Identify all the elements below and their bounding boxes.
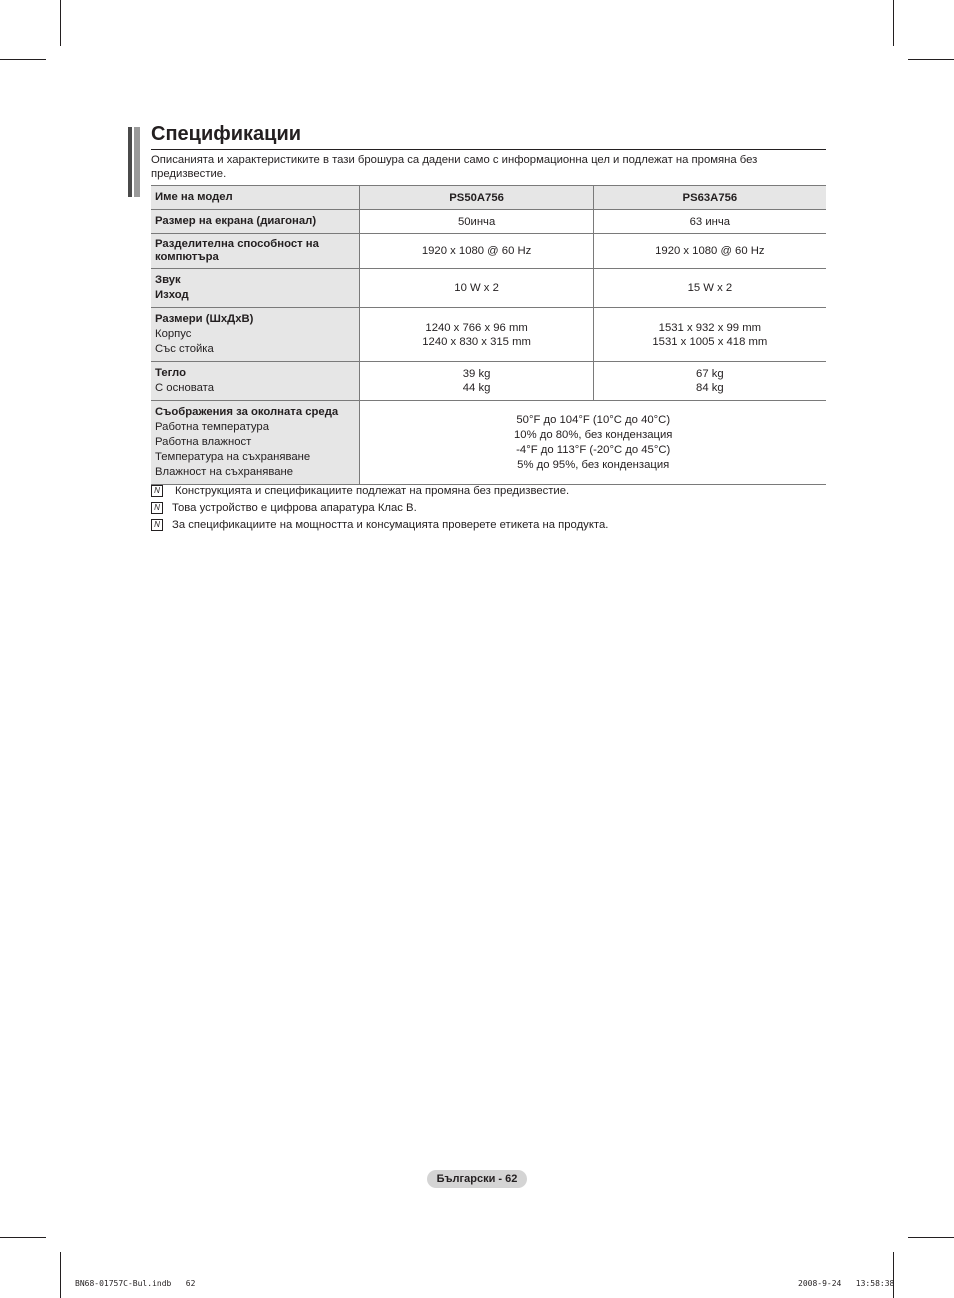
list-item — [151, 482, 608, 499]
crop-mark — [0, 1237, 46, 1238]
cell-value: 15 W x 2 — [593, 269, 826, 308]
table-row-model — [151, 186, 826, 210]
crop-mark — [908, 1237, 954, 1238]
cell-value: 50инча — [360, 210, 593, 234]
table-row-resolution — [151, 234, 826, 269]
row-sublabel: Влажност на съхраняване — [155, 466, 294, 478]
crop-mark — [60, 1252, 61, 1298]
row-label — [151, 308, 360, 362]
table-row-environment — [151, 401, 826, 485]
cell-line: 67 kg — [696, 368, 724, 380]
row-label — [151, 362, 360, 401]
specifications-table — [151, 185, 826, 485]
crop-mark — [60, 0, 61, 46]
cell-line: 44 kg — [462, 382, 491, 394]
cell-value: 63 инча — [593, 210, 826, 234]
cell-line: 5% до 95%, без кондензация — [517, 458, 670, 471]
cell-line: 1531 x 1005 x 418 mm — [652, 335, 768, 348]
cell-value — [593, 362, 826, 401]
cell-value — [360, 362, 593, 401]
cell-value — [360, 401, 826, 485]
note-icon: N — [151, 519, 163, 531]
cell-line: 1240 x 830 x 315 mm — [422, 335, 531, 348]
row-label-line: Съображения за околната среда — [155, 406, 339, 418]
cell-value: 10 W x 2 — [360, 269, 593, 308]
list-item — [151, 499, 608, 516]
row-sublabel: Работна температура — [155, 421, 269, 433]
table-row-dimensions — [151, 308, 826, 362]
note-text: Конструкцията и спецификациите подлежат на промяна без предизвестие. — [175, 484, 570, 497]
note-text: Това устройство е цифрова апаратура Клас B. — [172, 501, 417, 514]
crop-mark — [893, 1252, 894, 1298]
row-label — [151, 269, 360, 308]
crop-mark — [908, 59, 954, 60]
model-name-1: PS50A756 — [360, 186, 593, 210]
print-file-info: BN68-01757C-Bul.indb 62 — [75, 1279, 196, 1288]
cell-line: 1240 x 766 x 96 mm — [425, 321, 528, 334]
notes-list — [151, 482, 608, 533]
cell-line: 39 kg — [462, 368, 491, 380]
row-label-line: Тегло — [155, 367, 186, 379]
cell-line: 84 kg — [696, 382, 724, 394]
row-sublabel: Корпус — [155, 328, 192, 340]
intro-text: Описанията и характеристиките в тази брошура са дадени само с информационна цел и подлежат на промяна без предизвестие. — [151, 154, 758, 180]
row-label-line: Размери (ШхДхВ) — [155, 313, 254, 325]
note-text: За спецификациите на мощността и консумацията проверете етикета на продукта. — [172, 518, 609, 531]
row-sublabel: Със стойка — [155, 343, 214, 355]
row-sublabel: С основата — [155, 382, 214, 394]
crop-mark — [893, 0, 894, 46]
table-row-weight — [151, 362, 826, 401]
note-icon: N — [151, 485, 163, 497]
cell-line: 10% до 80%, без кондензация — [514, 428, 673, 441]
cell-value: 1920 x 1080 @ 60 Hz — [360, 234, 593, 269]
title-divider — [151, 149, 826, 150]
crop-mark — [0, 59, 46, 60]
row-label — [151, 401, 360, 485]
table-row-sound — [151, 269, 826, 308]
row-label: Име на модел — [151, 186, 360, 210]
cell-value — [360, 308, 593, 362]
print-date-info: 2008-9-24 13:58:38 — [798, 1279, 895, 1288]
model-name-2: PS63A756 — [593, 186, 826, 210]
cell-line: 50°F до 104°F (10°C до 40°C) — [516, 413, 671, 426]
cell-value — [593, 308, 826, 362]
list-item — [151, 516, 608, 533]
row-label: Размер на екрана (диагонал) — [151, 210, 360, 234]
cell-line: 1531 x 932 x 99 mm — [658, 321, 762, 334]
row-label-line: Звук — [155, 274, 181, 286]
table-row-screen-size — [151, 210, 826, 234]
note-icon: N — [151, 502, 163, 514]
title-accent-bar — [128, 127, 140, 197]
row-sublabel: Работна влажност — [155, 436, 252, 448]
row-sublabel: Температура на съхраняване — [155, 451, 311, 463]
cell-line: -4°F до 113°F (-20°C до 45°C) — [516, 443, 671, 456]
row-label: Разделителна способност на компютъра — [151, 234, 360, 269]
row-label-line: Изход — [155, 289, 189, 301]
page-number-badge: Български - 62 — [427, 1170, 527, 1188]
cell-value: 1920 x 1080 @ 60 Hz — [593, 234, 826, 269]
page-title: Спецификации — [151, 123, 302, 145]
